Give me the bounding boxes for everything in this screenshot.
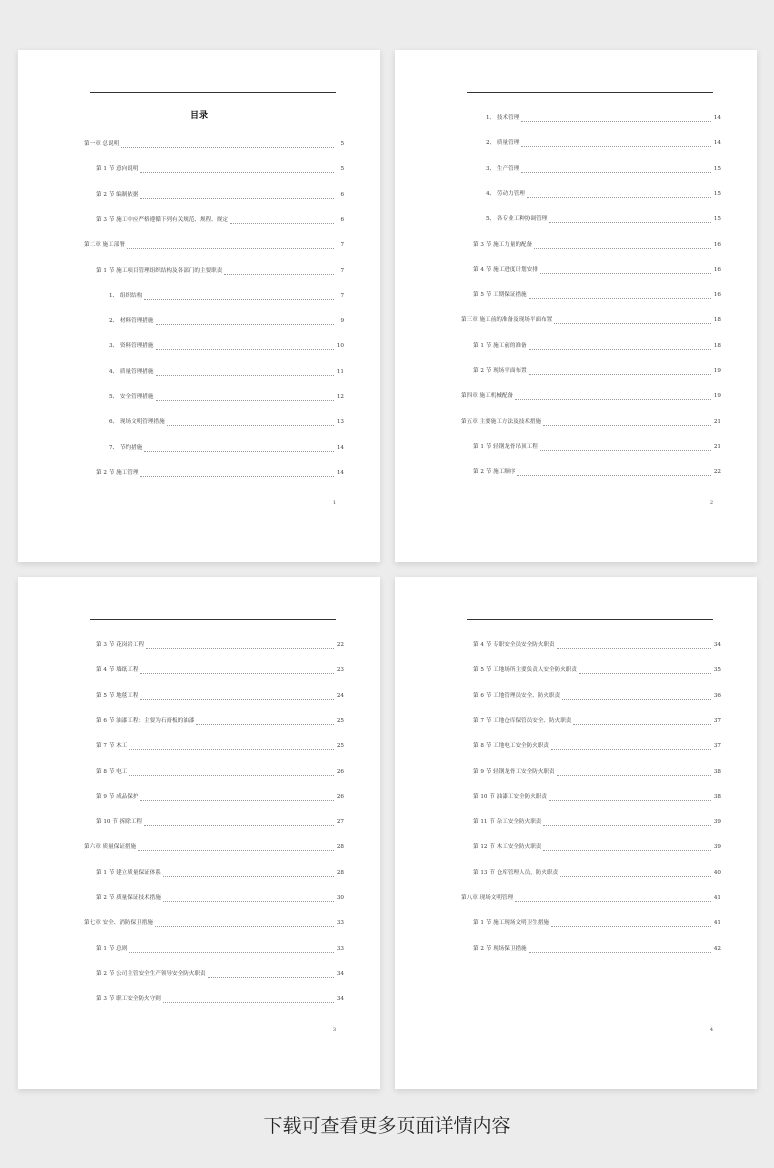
toc-entry-page: 38 [713,793,721,800]
toc-entry-page: 14 [336,469,344,476]
toc-entry-page: 10 [336,343,344,350]
toc-entry-page: 18 [713,342,721,349]
dot-leader [551,743,711,750]
toc-entry-page: 41 [713,920,721,927]
toc-entry-page: 13 [336,419,344,426]
dot-leader [543,844,711,851]
toc-entry-page: 15 [713,216,721,223]
document-page-1 [18,50,380,562]
toc-entry-label: 第 2 节 公司主管安全生产领导安全防火职责 [96,970,206,977]
dot-leader [579,667,711,674]
toc-entry-page: 15 [713,165,721,172]
dot-leader [529,343,711,350]
toc-entry[interactable] [96,867,344,877]
dot-leader [551,920,711,927]
toc-entry-label: 第 4 节 墙纸工程 [96,667,139,674]
toc-entry-page: 26 [336,793,344,800]
dot-leader [156,318,335,325]
toc-entry[interactable] [109,340,344,350]
toc-entry[interactable] [486,112,721,122]
toc-entry[interactable] [84,841,344,851]
toc-entry-page: 7 [340,267,344,274]
page-number: 4 [709,1027,713,1033]
toc-entry-label: 第 2 节 编制依据 [96,191,139,198]
toc-entry-page: 18 [713,317,721,324]
toc-entry-page: 6 [340,191,344,198]
dot-leader [557,769,711,776]
toc-entry-page: 24 [336,692,344,699]
toc-entry-label: 第 2 节 现场平面布置 [473,368,527,374]
dot-leader [196,718,334,725]
toc-entry[interactable] [96,639,344,649]
dot-leader [163,895,334,902]
header-rule [90,92,336,93]
toc-entry-page: 39 [713,819,721,826]
dot-leader [515,393,711,400]
toc-entry[interactable] [96,214,344,224]
toc-entry-label: 第 5 节 工期保证措施 [473,292,527,299]
dot-leader [549,216,711,223]
toc-entry[interactable] [461,416,721,426]
toc-entry-label: 第 10 节 油漆工安全防火职责 [473,793,547,800]
toc-entry[interactable] [109,290,344,300]
toc-entry-page: 42 [713,945,721,952]
toc-entry-page: 16 [713,241,721,248]
dot-leader [163,996,334,1003]
toc-entry-label: 1、 技术管理 [486,115,520,121]
toc-entry[interactable] [473,289,721,299]
toc-entry-label: 第 2 节 施工管理 [96,469,139,476]
dot-leader [156,343,335,350]
toc-entry-page: 5 [340,141,344,147]
toc-entry-label: 第 1 节 意向说明 [96,166,139,173]
dot-leader [146,642,334,649]
toc-entry-label: 第 4 节 专职安全员安全防火职责 [473,642,555,648]
dot-leader [517,469,711,476]
toc-entry[interactable] [96,715,344,725]
toc-entry-label: 第 6 节 油漆工程：主要为石膏板的油漆 [96,717,195,724]
dot-leader [163,870,334,877]
toc-entry[interactable] [84,239,344,249]
toc-title: 目录 [189,111,208,121]
toc-entry-page: 19 [713,393,721,400]
dot-leader [529,292,711,299]
toc-entry-label: 第 1 节 施工前的准备 [473,342,527,349]
dot-leader [573,718,711,725]
page-number: 2 [709,500,713,506]
toc-entry[interactable] [96,265,344,275]
toc-entry-label: 第三章 施工前的准备及现场平面布置 [461,317,553,324]
toc-entry[interactable] [473,841,721,851]
toc-entry-page: 7 [340,292,344,299]
dot-leader [140,667,334,674]
toc-entry[interactable] [473,664,721,674]
toc-entry-page: 33 [336,920,344,927]
dot-leader [515,895,711,902]
dot-leader [557,642,711,649]
toc-entry-label: 第 10 节 拆除工程 [96,819,143,826]
toc-entry[interactable] [473,441,721,451]
toc-entry-label: 2、 质量管理 [486,140,520,147]
toc-entry-label: 第六章 质量保证措施 [84,844,137,851]
dot-leader [140,166,334,173]
dot-leader [144,819,334,826]
toc-entry-label: 1、 组织结构 [109,292,143,299]
toc-entry-label: 6、 现场文明管理措施 [109,419,165,426]
dot-leader [129,743,334,750]
toc-entry-page: 21 [713,418,721,425]
toc-entry-page: 6 [340,216,344,223]
toc-entry[interactable] [473,690,721,700]
toc-entry-label: 4、 质量管理措施 [109,368,154,375]
dot-leader [155,920,334,927]
toc-entry[interactable] [461,390,721,400]
toc-entry-label: 第 4 节 施工进度计划安排 [473,266,538,273]
dot-leader [140,794,334,801]
dot-leader [540,267,711,274]
dot-leader [127,242,334,249]
toc-entry-label: 第二章 施工部署 [84,242,125,249]
toc-entry-label: 第 1 节 轻钢龙骨吊顶工程 [473,443,538,450]
toc-entry[interactable] [109,416,344,426]
toc-entry[interactable] [96,968,344,978]
page-number: 1 [332,500,336,506]
toc-entry-label: 4、 劳动力管理 [486,190,525,197]
dot-leader [144,293,334,300]
dot-leader [138,844,334,851]
dot-leader [560,870,711,877]
dot-leader [140,470,334,477]
toc-entry-page: 7 [340,242,344,249]
header-rule [467,92,713,93]
toc-entry[interactable] [473,943,721,953]
dot-leader [534,242,711,249]
toc-entry-label: 第 2 节 现场保卫措施 [473,945,527,952]
toc-entry[interactable] [473,715,721,725]
toc-entry-label: 第 1 节 施工项目管理组织结构及各部门的主要职责 [96,267,223,274]
toc-entry-page: 14 [713,115,721,121]
dot-leader [529,368,711,375]
dot-leader [156,394,335,401]
toc-entry[interactable] [473,466,721,476]
dot-leader [144,445,334,452]
toc-entry-label: 第 9 节 轻钢龙骨工安全防火职责 [473,768,555,775]
toc-entry-page: 16 [713,266,721,273]
toc-entry[interactable] [96,690,344,700]
toc-entry-page: 12 [336,394,344,400]
toc-entry-label: 第 3 节 施工力量的配备 [473,241,533,248]
toc-entry-label: 第 12 节 木工安全防火职责 [473,844,542,851]
toc-entry-label: 第七章 安全、消防保卫措施 [84,920,153,927]
toc-entry[interactable] [96,993,344,1003]
toc-entry-page: 16 [713,292,721,299]
header-rule [467,619,713,620]
toc-entry-page: 41 [713,895,721,901]
dot-leader [562,693,711,700]
toc-entry[interactable] [109,391,344,401]
dot-leader [543,819,711,826]
dot-leader [521,140,711,147]
toc-entry[interactable] [109,442,344,452]
dot-leader [208,971,334,978]
toc-entry[interactable] [486,137,721,147]
toc-entry-label: 3、 资料管理措施 [109,343,154,350]
toc-entry-page: 25 [336,743,344,750]
toc-entry-label: 第 3 节 花岗岩工程 [96,642,145,648]
toc-entry-page: 22 [336,642,344,648]
toc-entry[interactable] [473,867,721,877]
toc-entry[interactable] [473,264,721,274]
toc-entry[interactable] [96,943,344,953]
toc-entry[interactable] [109,366,344,376]
toc-entry-page: 15 [713,190,721,197]
toc-entry[interactable] [486,213,721,223]
dot-leader [230,217,334,224]
toc-entry[interactable] [473,917,721,927]
toc-entry[interactable] [96,766,344,776]
toc-entry-label: 第 8 节 电工 [96,768,128,775]
header-rule [90,619,336,620]
toc-entry[interactable] [486,163,721,173]
dot-leader [140,192,334,199]
toc-entry[interactable] [84,917,344,927]
toc-entry-page: 39 [713,844,721,851]
toc-entry-label: 第 8 节 工地电工安全防火职责 [473,743,550,750]
dot-leader [554,317,711,324]
toc-entry-page: 34 [336,970,344,977]
toc-entry-label: 5、 各专业工种协调管理 [486,216,548,223]
toc-entry-page: 34 [336,996,344,1003]
toc-entry-page: 37 [713,743,721,750]
toc-entry-page: 9 [340,318,344,325]
toc-entry-page: 27 [336,819,344,826]
toc-entry[interactable] [473,791,721,801]
toc-entry-label: 第 1 节 总则 [96,945,128,952]
toc-entry-label: 2、 材料管理措施 [109,318,154,325]
toc-entry[interactable] [473,816,721,826]
toc-entry-label: 第一章 总说明 [84,141,120,147]
toc-entry[interactable] [461,892,721,902]
toc-entry[interactable] [96,816,344,826]
toc-entry-label: 第 2 节 施工顺序 [473,469,516,476]
dot-leader [224,268,334,275]
toc-entry-label: 第 6 节 工地管理员安全、防火职责 [473,692,561,699]
toc-entry-label: 第 11 节 杂工安全防火职责 [473,819,542,826]
dot-leader [129,769,334,776]
toc-entry[interactable] [473,239,721,249]
toc-entry-page: 5 [340,166,344,173]
toc-entry[interactable] [96,791,344,801]
toc-entry[interactable] [473,365,721,375]
toc-entry-label: 第 1 节 建立质量保证体系 [96,869,161,876]
toc-entry-page: 28 [336,869,344,876]
dot-leader [529,946,711,953]
toc-entry-page: 14 [713,140,721,147]
toc-entry-page: 35 [713,667,721,674]
toc-entry-page: 25 [336,717,344,724]
toc-entry-page: 21 [713,443,721,450]
toc-entry[interactable] [461,314,721,324]
dot-leader [129,946,334,953]
dot-leader [140,693,334,700]
toc-entry-page: 37 [713,717,721,724]
toc-entry-page: 19 [713,368,721,374]
toc-entry-label: 第 13 节 仓库管理人员，防火职责 [473,869,559,876]
document-page-3 [18,577,380,1089]
toc-entry[interactable] [96,467,344,477]
toc-entry-label: 第五章 主要施工方法及技术措施 [461,418,542,425]
toc-entry[interactable] [96,163,344,173]
toc-entry-page: 23 [336,667,344,674]
toc-entry-label: 第 5 节 工地场所主要负责人安全防火职责 [473,667,577,674]
dot-leader [521,166,711,173]
toc-entry-label: 5、 安全管理措施 [109,394,154,400]
toc-entry[interactable] [96,892,344,902]
toc-entry-label: 第 5 节 地毯工程 [96,692,139,699]
toc-entry-label: 第 7 节 工地仓库保管员安全、防火职责 [473,717,572,724]
toc-entry-page: 26 [336,768,344,775]
toc-entry-label: 第 9 节 成品保护 [96,793,139,800]
toc-entry-page: 38 [713,768,721,775]
dot-leader [540,444,711,451]
toc-entry[interactable] [84,138,344,148]
dot-leader [156,369,335,376]
toc-entry-label: 第四章 施工机械配备 [461,393,514,400]
toc-entry[interactable] [473,766,721,776]
toc-entry[interactable] [486,188,721,198]
dot-leader [549,794,711,801]
dot-leader [167,419,334,426]
toc-entry[interactable] [109,315,344,325]
toc-entry[interactable] [473,340,721,350]
toc-entry[interactable] [473,740,721,750]
download-caption: 下载可查看更多页面详情内容 [263,1115,511,1137]
document-page-4 [395,577,757,1089]
toc-entry-label: 第 7 节 木工 [96,743,128,750]
dot-leader [527,191,711,198]
toc-entry-page: 33 [336,945,344,952]
toc-entry-page: 40 [713,869,721,876]
toc-entry[interactable] [473,639,721,649]
page-number: 3 [332,1027,336,1033]
toc-entry-page: 36 [713,692,721,699]
toc-entry-page: 11 [336,368,344,375]
toc-entry[interactable] [96,740,344,750]
dot-leader [521,115,711,122]
dot-leader [543,419,711,426]
dot-leader [121,141,334,148]
toc-entry-label: 第 3 节 职工安全防火守则 [96,996,161,1003]
toc-entry-page: 34 [713,642,721,648]
toc-entry-page: 30 [336,895,344,901]
toc-entry-page: 28 [336,844,344,851]
toc-entry-label: 第 3 节 施工中应严格遵循下列有关规范、规程、规定 [96,216,228,223]
toc-entry-page: 14 [336,444,344,451]
toc-entry[interactable] [96,664,344,674]
document-page-2 [395,50,757,562]
toc-entry[interactable] [96,189,344,199]
toc-entry-label: 第 1 节 施工现场文明卫生措施 [473,920,550,927]
toc-entry-page: 22 [713,469,721,476]
toc-entry-label: 3、 生产管理 [486,165,520,172]
toc-entry-label: 7、 节约措施 [109,444,143,451]
toc-entry-label: 第 2 节 质量保证技术措施 [96,895,161,901]
toc-entry-label: 第八章 现场文明管理 [461,895,514,901]
